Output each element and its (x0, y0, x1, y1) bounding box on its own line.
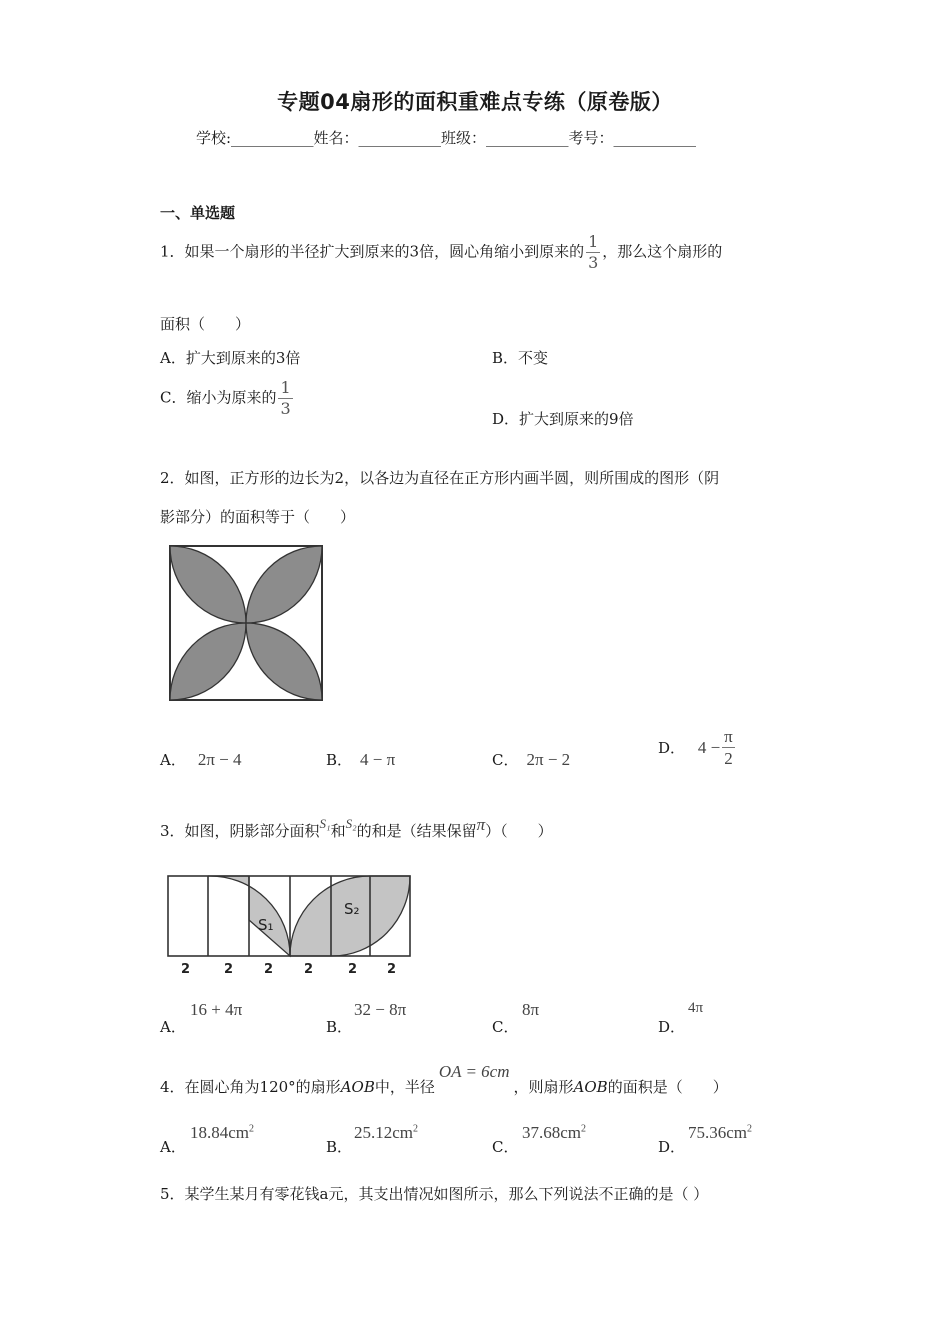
q1-prefix: 1．如果一个扇形的半径扩大到原来的3倍，圆心角缩小到原来的 (160, 242, 585, 261)
q2-option-c-label: C． (492, 751, 519, 769)
question-1-line-1 (160, 234, 722, 271)
q1-fraction-denominator: 3 (588, 253, 599, 272)
q2-option-c (492, 749, 570, 770)
q4-option-d-label: D． (658, 1138, 686, 1156)
q3-option-c-label: C． (492, 1018, 519, 1036)
q2-option-c-formula: 2π − 2 (526, 750, 571, 769)
q2-option-d-prefix: 4 − (697, 737, 721, 757)
q3-option-a-label: A． (160, 1018, 186, 1036)
q4-option-b-label: B． (326, 1138, 353, 1156)
section-heading: 一、单选题 (160, 204, 236, 222)
q4-aob-2: AOB (573, 1078, 608, 1096)
q2-option-a-label: A． (160, 751, 186, 769)
q2-option-a-formula: 2π − 4 (197, 750, 242, 769)
q3-width-label: 2 (387, 962, 397, 977)
q1-option-c-numerator: 1 (280, 378, 291, 397)
q4-radius-formula: OA = 6cm (438, 1062, 510, 1081)
question-2-line-1: 2．如图，正方形的边长为2，以各边为直径在正方形内画半圆，则所围成的图形（阴 (160, 469, 720, 487)
q3-width-label: 2 (264, 962, 274, 977)
q3-width-label: 2 (304, 962, 314, 977)
q2-option-b (326, 749, 395, 770)
q1-option-d: D．扩大到原来的9倍 (492, 410, 634, 428)
q3-prefix: 3．如图，阴影部分面积 (160, 822, 320, 840)
q3-mid: 的和是（结果保留 (356, 822, 477, 840)
q4-option-d-exponent: 2 (747, 1123, 753, 1135)
q2-option-d-denominator: 2 (724, 749, 733, 768)
q1-option-b: B．不变 (492, 349, 549, 367)
q3-width-label: 2 (181, 962, 191, 977)
q4-option-a (190, 1123, 254, 1143)
q3-and: 和 (330, 822, 346, 840)
question-5-line-1: 5．某学生某月有零花钱a元，其支出情况如图所示，那么下列说法不正确的是（ ） (160, 1185, 709, 1203)
q1-option-c (160, 380, 295, 417)
q4-option-d (688, 1123, 752, 1143)
q4-prefix: 4．在圆心角为120°的扇形 (160, 1078, 341, 1096)
q3-figure-s1-label: S₁ (258, 916, 274, 934)
q3-option-b-formula: 32 − 8π (354, 1000, 407, 1019)
q3-option-d-label: D． (658, 1018, 686, 1036)
q4-option-a-value: 18.84cm (190, 1123, 250, 1142)
q1-option-c-fraction (278, 380, 292, 417)
question-3-line-1 (160, 815, 553, 841)
q4-mid: 中，半径 (374, 1078, 435, 1096)
q4-option-b-value: 25.12cm (354, 1123, 414, 1142)
q2-option-d (658, 728, 737, 767)
q4-option-b (354, 1123, 418, 1143)
q1-suffix: ，那么这个扇形的 (602, 242, 723, 261)
q2-option-d-numerator: π (724, 727, 733, 746)
q1-option-c-denominator: 3 (280, 399, 291, 418)
q2-option-b-label: B． (326, 751, 353, 769)
q4-option-a-label: A． (160, 1138, 186, 1156)
q2-option-b-formula: 4 − π (360, 750, 396, 769)
q4-option-c (522, 1123, 586, 1143)
q2-figure-square-with-petals (168, 544, 324, 702)
student-info-line: 学校:___________姓名：___________班级：___________考号：___________ (196, 129, 697, 147)
q3-pi-symbol: π (476, 815, 486, 834)
q3-s1-symbol: S₁ (319, 816, 331, 831)
q3-figure-rectangles-with-arcs (164, 872, 416, 978)
q2-option-d-fraction (722, 728, 735, 767)
q4-option-b-exponent: 2 (413, 1123, 419, 1135)
page-title: 专题04扇形的面积重难点专练（原卷版） (277, 90, 673, 114)
q4-suffix: 的面积是（ ） (607, 1078, 728, 1096)
question-1-line-2: 面积（ ） (160, 315, 251, 333)
question-2-line-2: 影部分）的面积等于（ ） (160, 508, 356, 526)
q2-option-d-label: D． (658, 739, 686, 757)
q4-option-c-value: 37.68cm (522, 1123, 582, 1142)
q1-option-c-text: C．缩小为原来的 (160, 388, 277, 407)
q3-option-d-formula: 4π (688, 1000, 704, 1016)
q3-width-label: 2 (348, 962, 358, 977)
q4-option-c-exponent: 2 (581, 1123, 587, 1135)
question-4-line-1 (160, 1062, 728, 1097)
q4-option-a-exponent: 2 (249, 1123, 255, 1135)
q3-option-a-formula: 16 + 4π (190, 1000, 243, 1019)
q2-option-a (160, 749, 242, 770)
q4-option-c-label: C． (492, 1138, 519, 1156)
q1-fraction-numerator: 1 (588, 232, 599, 251)
q3-figure-s2-label: S₂ (344, 900, 360, 918)
q3-suffix: ）（ ） (485, 822, 553, 840)
q3-option-c-formula: 8π (522, 1000, 540, 1019)
q1-fraction (586, 234, 600, 271)
q4-option-d-value: 75.36cm (688, 1123, 748, 1142)
q3-option-b-label: B． (326, 1018, 353, 1036)
q1-option-a: A．扩大到原来的3倍 (160, 349, 301, 367)
q4-aob: AOB (340, 1078, 375, 1096)
q3-s2-symbol: S₂ (345, 816, 357, 831)
q4-mid2: ，则扇形 (513, 1078, 574, 1096)
q3-width-label: 2 (224, 962, 234, 977)
